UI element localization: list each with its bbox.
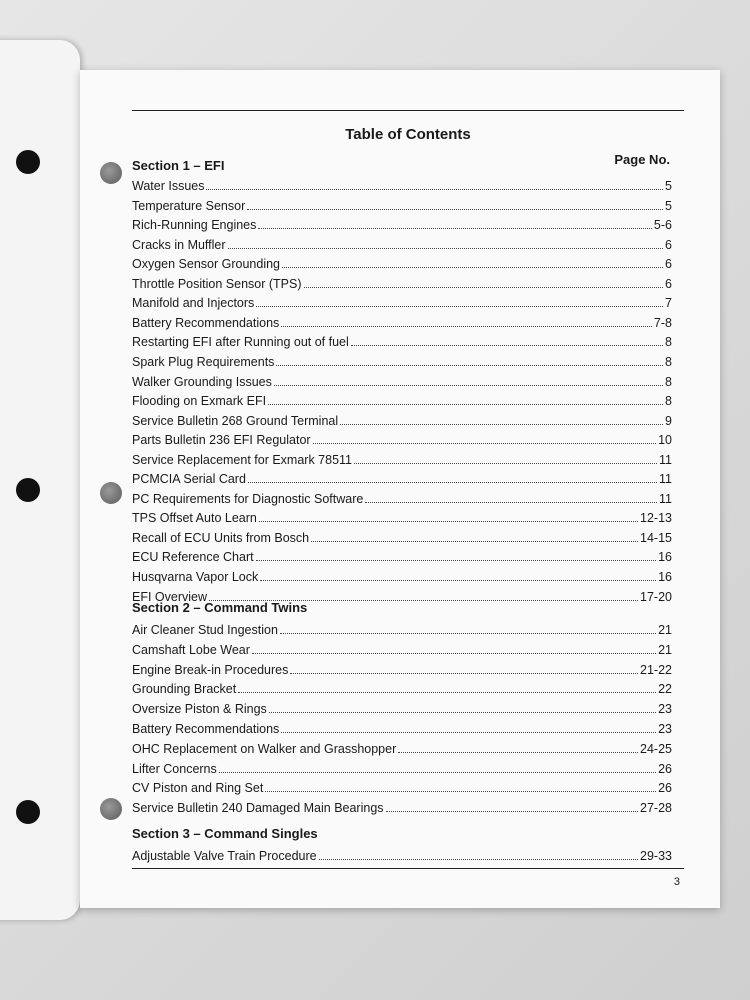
toc-entry (132, 469, 672, 486)
toc-entry-label: Battery Recommendations (132, 315, 280, 330)
toc-entry-page: 22 (658, 682, 672, 697)
toc-entry-page: 8 (665, 394, 672, 409)
toc-entry-page: 17-20 (640, 589, 672, 604)
dot-leader (304, 286, 664, 288)
toc-entry-page: 12-13 (640, 511, 672, 526)
dot-leader (281, 731, 656, 733)
toc-entry-page: 5 (665, 179, 672, 193)
bottom-rule (132, 868, 684, 869)
toc-entry-label: Flooding on Exmark EFI (132, 394, 267, 409)
dot-leader (311, 540, 638, 542)
toc-entry-page: 27-28 (640, 801, 672, 816)
dot-leader (269, 711, 656, 713)
toc-entry-label: OHC Replacement on Walker and Grasshopper (132, 741, 397, 756)
dot-leader (265, 790, 656, 792)
toc-entry-page: 11 (659, 491, 672, 506)
toc-entry-label: Rich-Running Engines (132, 218, 257, 233)
dot-leader (281, 325, 652, 327)
toc-entry (132, 332, 672, 349)
toc-entry (132, 528, 672, 545)
dot-leader (313, 442, 657, 444)
toc-entry-page: 21-22 (640, 662, 672, 677)
toc-entry-label: Parts Bulletin 236 EFI Regulator (132, 433, 311, 448)
toc-entry (132, 411, 672, 428)
back-page (0, 40, 80, 920)
dot-leader (259, 520, 638, 522)
toc-entry-label: Temperature Sensor (132, 198, 246, 213)
toc-entry-label: Lifter Concerns (132, 761, 217, 776)
toc-entry (132, 679, 672, 696)
toc-entry (132, 352, 672, 369)
dot-leader (252, 652, 656, 654)
toc-entry (132, 430, 672, 447)
toc-entry-label: Service Bulletin 268 Ground Terminal (132, 413, 339, 428)
toc-entry-page: 11 (659, 452, 672, 467)
toc-entry-label: Water Issues (132, 179, 205, 193)
toc-entry-page: 7 (665, 296, 672, 311)
toc-entry-label: Service Bulletin 240 Damaged Main Bearings (132, 801, 384, 816)
dot-leader (398, 751, 638, 753)
toc-entry-page: 8 (665, 335, 672, 350)
toc-entry (132, 293, 672, 310)
dot-leader (256, 559, 657, 561)
toc-entry (132, 846, 672, 863)
toc-entry-page: 23 (658, 722, 672, 736)
toc-entry (132, 372, 672, 389)
section-heading: Section 2 – Command Twins (132, 600, 308, 615)
punch-hole (100, 798, 122, 820)
dot-leader (268, 403, 663, 405)
toc-entry-label: ECU Reference Chart (132, 550, 254, 565)
dot-leader (280, 632, 656, 634)
dot-leader (290, 672, 638, 674)
toc-entry (132, 508, 672, 525)
dot-leader (238, 691, 656, 693)
dot-leader (260, 579, 656, 581)
toc-entry (132, 620, 672, 637)
toc-entry-label: Restarting EFI after Running out of fuel (132, 335, 349, 350)
dot-leader (340, 423, 663, 425)
dot-leader (282, 266, 663, 268)
binder-hole (16, 478, 40, 502)
toc-entry-page: 24-25 (640, 741, 672, 756)
toc-entry (132, 567, 672, 584)
binder-hole (16, 800, 40, 824)
toc-entry-label: Oxygen Sensor Grounding (132, 257, 281, 272)
section-heading: Section 1 – EFI (132, 158, 225, 173)
document-page (80, 70, 720, 908)
toc-entry (132, 640, 672, 657)
toc-entry-label: Grounding Bracket (132, 682, 237, 697)
dot-leader (274, 384, 663, 386)
toc-entry-label: Adjustable Valve Train Procedure (132, 849, 317, 863)
page-no-header: Page No. (614, 152, 670, 167)
toc-entry-page: 21 (658, 623, 672, 637)
toc-entry-label: Recall of ECU Units from Bosch (132, 530, 310, 545)
toc-entry-page: 8 (665, 354, 672, 369)
punch-hole (100, 162, 122, 184)
top-rule (132, 110, 684, 111)
binder-hole (16, 150, 40, 174)
toc-entry (132, 489, 672, 506)
toc-entry-page: 9 (665, 413, 672, 428)
toc-entry-label: Spark Plug Requirements (132, 354, 275, 369)
dot-leader (319, 858, 638, 860)
toc-entry (132, 660, 672, 677)
page-number: 3 (673, 876, 680, 888)
toc-entry (132, 215, 672, 232)
punch-hole (100, 482, 122, 504)
toc-entry-page: 6 (665, 276, 672, 291)
toc-entry (132, 196, 672, 213)
toc-entry-label: PCMCIA Serial Card (132, 472, 246, 487)
toc-entry-label: TPS Offset Auto Learn (132, 511, 257, 526)
toc-entry (132, 235, 672, 252)
toc-entry-label: Engine Break-in Procedures (132, 662, 289, 677)
toc-entry (132, 450, 672, 467)
toc-entry-label: Oversize Piston & Rings (132, 702, 267, 717)
dot-leader (276, 364, 663, 366)
toc-entry-label: Camshaft Lobe Wear (132, 642, 250, 657)
toc-entry (132, 313, 672, 330)
toc-entry-page: 29-33 (640, 849, 672, 863)
toc-entry-label: Manifold and Injectors (132, 296, 255, 311)
toc-entry-page: 23 (658, 702, 672, 717)
toc-entry-label: Husqvarna Vapor Lock (132, 570, 259, 584)
toc-entry-label: CV Piston and Ring Set (132, 781, 264, 796)
toc-entry-page: 11 (659, 472, 672, 487)
toc-entry-page: 7-8 (653, 315, 672, 330)
dot-leader (365, 501, 657, 503)
toc-entry (132, 798, 672, 815)
toc-entry-label: EFI Overview (132, 589, 208, 604)
dot-leader (228, 247, 664, 249)
dot-leader (258, 227, 652, 229)
toc-entry-page: 26 (658, 761, 672, 776)
dot-leader (248, 481, 657, 483)
toc-entry-label: Cracks in Muffler (132, 237, 226, 252)
toc-entry (132, 759, 672, 776)
dot-leader (247, 208, 663, 210)
toc-entry-page: 6 (665, 237, 672, 252)
toc-entry (132, 699, 672, 716)
toc-entry-label: Air Cleaner Stud Ingestion (132, 623, 278, 637)
toc-entry (132, 719, 672, 736)
toc-entry-page: 5-6 (653, 218, 672, 233)
dot-leader (256, 305, 663, 307)
toc-entry-label: PC Requirements for Diagnostic Software (132, 491, 364, 506)
dot-leader (206, 188, 663, 190)
toc-entry-page: 8 (665, 374, 672, 389)
dot-leader (386, 810, 638, 812)
toc-entry-label: Throttle Position Sensor (TPS) (132, 276, 302, 291)
toc-entry (132, 254, 672, 271)
toc-entry-page: 21 (658, 642, 672, 657)
toc-entry (132, 547, 672, 564)
toc-entry-page: 6 (665, 257, 672, 272)
toc-entry (132, 778, 672, 795)
toc-entry (132, 391, 672, 408)
toc-entry-page: 16 (658, 550, 672, 565)
section-heading: Section 3 – Command Singles (132, 826, 318, 841)
dot-leader (354, 462, 657, 464)
page-title: Table of Contents (345, 126, 471, 143)
toc-entry-label: Battery Recommendations (132, 722, 280, 736)
toc-entry-page: 10 (658, 433, 672, 448)
toc-entry-label: Walker Grounding Issues (132, 374, 272, 389)
toc-entry-page: 26 (658, 781, 672, 796)
toc-entry-page: 5 (665, 198, 672, 213)
toc-entry-label: Service Replacement for Exmark 78511 (132, 452, 353, 467)
dot-leader (219, 771, 656, 773)
dot-leader (351, 344, 663, 346)
toc-entry (132, 739, 672, 756)
toc-entry-page: 16 (658, 570, 672, 584)
toc-entry (132, 274, 672, 291)
toc-entry (132, 176, 672, 193)
toc-entry-page: 14-15 (640, 530, 672, 545)
